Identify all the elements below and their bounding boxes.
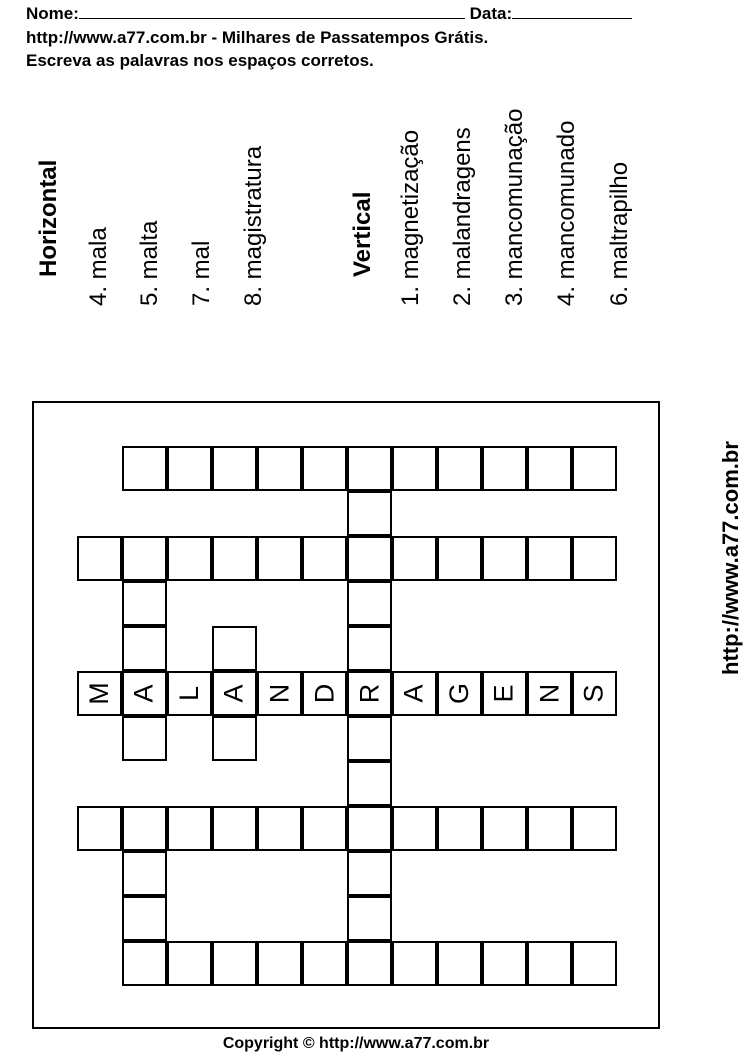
crossword-cell[interactable] <box>347 626 392 671</box>
crossword-cell[interactable] <box>482 806 527 851</box>
crossword-cell[interactable] <box>122 716 167 761</box>
crossword-cell[interactable] <box>392 446 437 491</box>
crossword-cell[interactable] <box>122 806 167 851</box>
crossword-cell[interactable] <box>527 446 572 491</box>
crossword-cell[interactable] <box>347 761 392 806</box>
crossword-cell[interactable] <box>257 941 302 986</box>
crossword-cell[interactable] <box>482 671 527 716</box>
date-label: Data: <box>469 4 513 23</box>
crossword-cell[interactable] <box>122 671 167 716</box>
side-url: http://www.a77.com.br <box>718 441 743 675</box>
crossword-cell[interactable] <box>122 896 167 941</box>
crossword-cell[interactable] <box>392 806 437 851</box>
horizontal-title: Horizontal <box>35 159 62 277</box>
crossword-cell[interactable] <box>527 941 572 986</box>
clue-vertical-3: 3. mancomunação <box>501 108 528 306</box>
crossword-cell[interactable] <box>572 446 617 491</box>
name-date-line <box>26 3 632 24</box>
crossword-cell[interactable] <box>167 536 212 581</box>
crossword-cell[interactable] <box>302 446 347 491</box>
name-field[interactable] <box>79 3 465 19</box>
crossword-cell[interactable] <box>347 716 392 761</box>
crossword-cell[interactable] <box>257 446 302 491</box>
name-label: Nome: <box>26 4 79 23</box>
clue-horizontal-4: 4. mala <box>85 227 112 306</box>
cell-letter: G <box>443 682 474 705</box>
clue-horizontal-7: 7. mal <box>188 240 215 306</box>
crossword-cell[interactable] <box>437 536 482 581</box>
cell-letter: S <box>578 684 609 703</box>
crossword-cell[interactable] <box>527 806 572 851</box>
clue-vertical-4: 4. mancomunado <box>553 120 580 306</box>
crossword-cell[interactable] <box>122 626 167 671</box>
crossword-cell[interactable] <box>482 941 527 986</box>
crossword-cell[interactable] <box>347 446 392 491</box>
crossword-cell[interactable] <box>572 806 617 851</box>
crossword-cell[interactable] <box>392 536 437 581</box>
crossword-cell[interactable] <box>122 941 167 986</box>
crossword-cell[interactable] <box>527 671 572 716</box>
crossword-cell[interactable] <box>77 671 122 716</box>
crossword-cell[interactable] <box>572 536 617 581</box>
crossword-cell[interactable] <box>482 446 527 491</box>
crossword-cell[interactable] <box>77 536 122 581</box>
crossword-cell[interactable] <box>257 671 302 716</box>
crossword-cell[interactable] <box>347 491 392 536</box>
clue-horizontal-8: 8. magistratura <box>240 145 267 306</box>
crossword-cell[interactable] <box>122 446 167 491</box>
clue-vertical-6: 6. maltrapilho <box>606 161 633 306</box>
crossword-cell[interactable] <box>212 941 257 986</box>
crossword-cell[interactable] <box>302 806 347 851</box>
crossword-cell[interactable] <box>212 626 257 671</box>
crossword-cell[interactable] <box>302 671 347 716</box>
clue-vertical-2: 2. malandragens <box>449 127 476 306</box>
crossword-cell[interactable] <box>572 671 617 716</box>
crossword-cell[interactable] <box>347 851 392 896</box>
cell-letter: N <box>264 683 294 704</box>
crossword-cell[interactable] <box>437 806 482 851</box>
crossword-cell[interactable] <box>122 851 167 896</box>
crossword-cell[interactable] <box>212 446 257 491</box>
crossword-cell[interactable] <box>212 716 257 761</box>
crossword-cell[interactable] <box>572 941 617 986</box>
crossword-cell[interactable] <box>392 671 437 716</box>
crossword-cell[interactable] <box>347 536 392 581</box>
crossword-cell[interactable] <box>482 536 527 581</box>
crossword-cell[interactable] <box>212 806 257 851</box>
cell-letter: R <box>354 683 384 704</box>
vertical-title: Vertical <box>349 191 376 277</box>
crossword-cell[interactable] <box>257 536 302 581</box>
cell-letter: D <box>309 683 339 704</box>
crossword-cell[interactable] <box>257 806 302 851</box>
instructions: Escreva as palavras nos espaços corretos. <box>26 51 374 70</box>
cell-letter: A <box>218 684 249 703</box>
site-line: http://www.a77.com.br - Milhares de Passatempos Grátis. <box>26 28 489 47</box>
cell-letter: E <box>488 684 519 703</box>
cell-letter: L <box>174 685 204 702</box>
clue-horizontal-5: 5. malta <box>136 220 163 306</box>
cell-letter: A <box>128 684 159 703</box>
crossword-cell[interactable] <box>167 941 212 986</box>
crossword-cell[interactable] <box>437 671 482 716</box>
crossword-cell[interactable] <box>122 536 167 581</box>
crossword-cell[interactable] <box>167 446 212 491</box>
cell-letter: A <box>398 684 429 703</box>
cell-letter: M <box>84 682 114 705</box>
crossword-cell[interactable] <box>302 536 347 581</box>
crossword-cell[interactable] <box>347 806 392 851</box>
crossword-cell[interactable] <box>77 806 122 851</box>
crossword-cell[interactable] <box>527 536 572 581</box>
crossword-cell[interactable] <box>347 581 392 626</box>
crossword-cell[interactable] <box>347 671 392 716</box>
crossword-cell[interactable] <box>347 941 392 986</box>
crossword-cell[interactable] <box>437 446 482 491</box>
crossword-cell[interactable] <box>392 941 437 986</box>
crossword-cell[interactable] <box>437 941 482 986</box>
crossword-cell[interactable] <box>167 671 212 716</box>
crossword-cell[interactable] <box>212 671 257 716</box>
copyright: Copyright © http://www.a77.com.br <box>222 1035 490 1052</box>
crossword-cell[interactable] <box>167 806 212 851</box>
crossword-cell[interactable] <box>122 581 167 626</box>
cell-letter: N <box>534 683 564 704</box>
date-field[interactable] <box>512 3 632 19</box>
crossword-cell[interactable] <box>347 896 392 941</box>
crossword-cell[interactable] <box>302 941 347 986</box>
crossword-cell[interactable] <box>212 536 257 581</box>
clue-vertical-1: 1. magnetização <box>397 129 424 306</box>
